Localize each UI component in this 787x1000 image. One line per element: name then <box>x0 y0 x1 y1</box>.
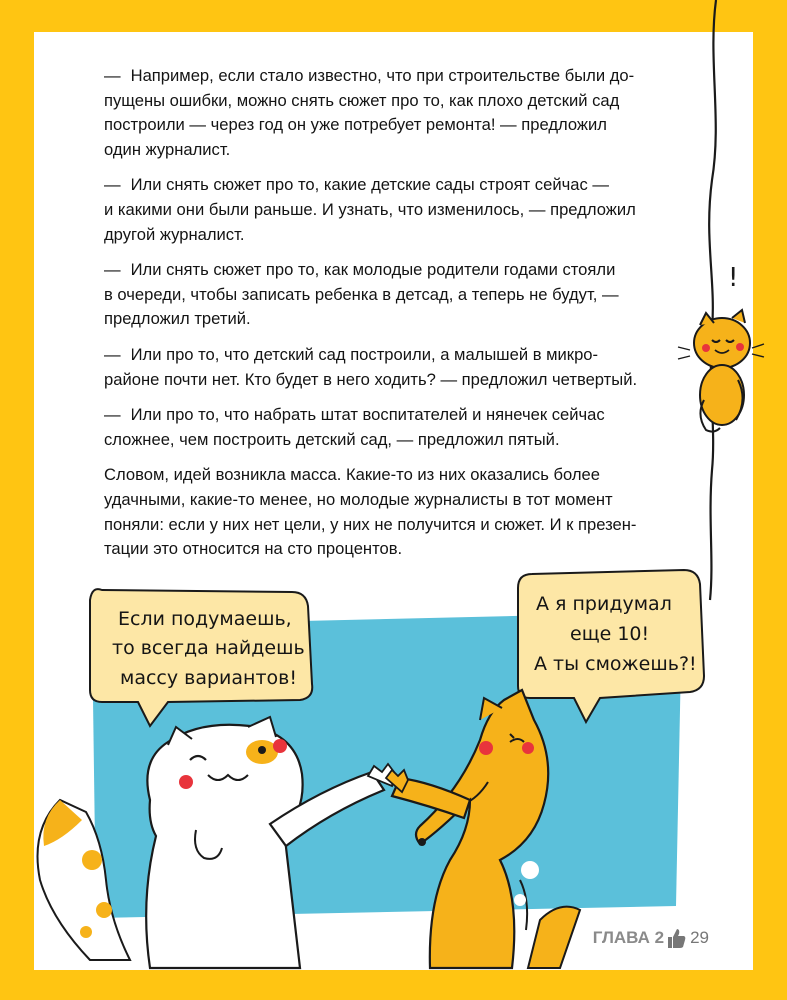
dialogue-dash: — <box>104 66 121 85</box>
text-line: Или про то, что детский сад построили, а малышей в микро- <box>130 344 599 364</box>
thumbs-up-icon <box>666 927 686 949</box>
text-line: Словом, идей возникла масса. Какие-то из них оказались более <box>104 465 600 485</box>
text-line: другой журналист. <box>104 224 245 244</box>
text-line: в очереди, чтобы записать ребенка в детсад, а теперь не будут, — <box>104 284 619 304</box>
text-line: поняли: если у них нет цели, у них не получится и сюжет. И к презен- <box>104 514 637 534</box>
fox-bubble-line-1: А я придумал <box>536 593 672 615</box>
rope <box>709 0 716 600</box>
text-line: районе почти нет. Кто будет в него ходить? — предложил четвертый. <box>104 369 638 389</box>
text-line: тации это относится на сто процентов. <box>104 539 403 559</box>
dialogue-dash: — <box>104 405 121 425</box>
cat-bubble-line-2: то всегда найдешь <box>112 637 305 659</box>
fox-bubble-line-3: А ты сможешь?! <box>534 653 697 675</box>
page-footer <box>593 926 709 950</box>
page-number: 29 <box>690 928 709 947</box>
dialogue-dash: — <box>104 344 121 364</box>
text-line: пущены ошибки, можно снять сюжет про то, как плохо детский сад <box>104 90 620 110</box>
text-line: построили — через год он уже потребует ремонта! — предложил <box>104 115 607 135</box>
cat-bubble-line-1: Если подумаешь, <box>118 608 292 630</box>
dialogue-dash: — <box>104 175 121 195</box>
cat-bubble-line-3: массу вариантов! <box>120 667 297 689</box>
chapter-label: ГЛАВА 2 <box>592 928 665 947</box>
text-line: предложил третий. <box>104 309 251 329</box>
text-line: Или снять сюжет про то, какие детские сады строят сейчас — <box>130 175 609 195</box>
text-line: Например, если стало известно, что при строительстве были до- <box>130 66 635 85</box>
text-line: и какими они были раньше. И узнать, что изменилось, — предложил <box>104 199 636 219</box>
text-line: Или снять сюжет про то, как молодые родители годами стояли <box>130 260 616 280</box>
text-line: один журналист. <box>104 139 231 159</box>
text-line: удачными, какие-то менее, но молодые журналисты в тот момент <box>104 489 613 509</box>
hamster-on-rope <box>678 310 764 432</box>
exclamation-mark: ! <box>728 263 739 293</box>
dialogue-dash: — <box>104 260 121 280</box>
text-line: сложнее, чем построить детский сад, — предложил пятый. <box>104 429 560 449</box>
text-line: Или про то, что набрать штат воспитателей и нянечек сейчас <box>130 405 605 425</box>
fox-bubble-line-2: еще 10! <box>570 623 650 645</box>
